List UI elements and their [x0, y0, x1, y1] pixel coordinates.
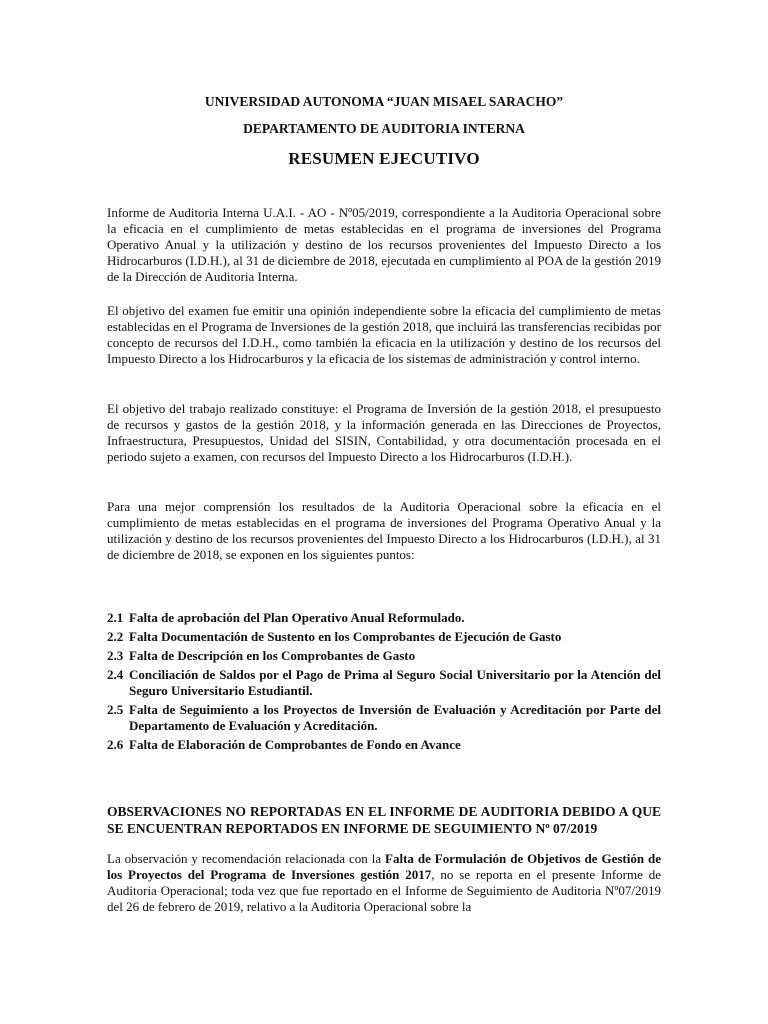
finding-item	[107, 702, 661, 734]
paragraph-scope: El objetivo del trabajo realizado constituye: el Programa de Inversión de la gestión 2018, el presupuesto de recursos y gastos de la gestión 2018, y la información generada en las Direcciones de Proyectos, Infraestructura, Presupuestos, Unidad del SISIN, Contabilidad, y otra documentación procesada en el periodo sujeto a examen, con recursos del Impuesto Directo a los Hidrocarburos (I.D.H.).	[107, 401, 661, 464]
department-name: DEPARTAMENTO DE AUDITORIA INTERNA	[243, 121, 525, 136]
finding-text: Falta Documentación de Sustento en los Comprobantes de Ejecución de Gasto	[129, 629, 562, 644]
observations-text-start: La observación y recomendación relacionada con la	[107, 851, 386, 866]
finding-number: 2.6	[107, 737, 124, 752]
finding-item	[107, 629, 661, 645]
observations-text-end: , no se reporta en el presente Informe de Auditoria Operacional; toda vez que fue reportado en el Informe de Seguimiento de Auditoria Nº07/2019 del 26 de febrero de 2019, relativo a la Auditoria Operacional sobre la	[107, 867, 661, 914]
finding-number: 2.1	[107, 610, 124, 625]
finding-item	[107, 667, 661, 699]
finding-text: Falta de Descripción en los Comprobantes de Gasto	[129, 648, 416, 663]
finding-text: Falta de Seguimiento a los Proyectos de Inversión de Evaluación y Acreditación por Parte del Departamento de Evaluación y Acreditación.	[129, 702, 661, 733]
finding-item	[107, 610, 661, 626]
findings-list	[107, 610, 661, 756]
finding-number: 2.5	[107, 702, 124, 717]
paragraph-results-intro: Para una mejor comprensión los resultados de la Auditoria Operacional sobre la eficacia en el cumplimiento de metas establecidas en el programa de inversiones del Programa Operativo Anual y la utilización y destino de los recursos provenientes del Impuesto Directo a los Hidrocarburos (I.D.H.), al 31 de diciembre de 2018, se exponen en los siguientes puntos:	[107, 499, 661, 562]
paragraph-observations	[107, 851, 661, 915]
finding-number: 2.2	[107, 629, 124, 644]
paragraph-objective: El objetivo del examen fue emitir una opinión independiente sobre la eficacia del cumplimiento de metas establecidas en el Programa de Inversiones de la gestión 2018, que incluirá las transferencias recibidas por concepto de recursos del I.D.H., como también la eficacia en la utilización y destino de los recursos del Impuesto Directo a los Hidrocarburos y la eficacia de los sistemas de administración y control interno.	[107, 303, 661, 366]
finding-text: Conciliación de Saldos por el Pago de Prima al Seguro Social Universitario por la Atención del Seguro Universitario Estudiantil.	[129, 667, 661, 698]
finding-text: Falta de Elaboración de Comprobantes de Fondo en Avance	[129, 737, 461, 752]
university-name: UNIVERSIDAD AUTONOMA “JUAN MISAEL SARACHO”	[204, 94, 564, 109]
finding-number: 2.4	[107, 667, 124, 682]
finding-item	[107, 737, 661, 753]
observations-text-bold: Falta de Formulación de Objetivos de Gestión de los Proyectos del Programa de Inversiones gestión 2017	[107, 851, 661, 882]
document-title: RESUMEN EJECUTIVO	[288, 149, 480, 168]
paragraph-intro: Informe de Auditoria Interna U.A.I. - AO - Nº05/2019, correspondiente a la Auditoria Operacional sobre la eficacia en el cumplimiento de metas establecidas en el programa de inversiones del Programa Operativo Anual y la utilización y destino de los recursos provenientes del Impuesto Directo a los Hidrocarburos (I.D.H.), al 31 de diciembre de 2018, ejecutada en cumplimiento al POA de la gestión 2019 de la Dirección de Auditoria Interna.	[107, 205, 661, 284]
observations-heading: OBSERVACIONES NO REPORTADAS EN EL INFORME DE AUDITORIA DEBIDO A QUE SE ENCUENTRAN REPORTADOS EN INFORME DE SEGUIMIENTO Nº 07/2019	[107, 804, 661, 836]
finding-item	[107, 648, 661, 664]
finding-text: Falta de aprobación del Plan Operativo Anual Reformulado.	[129, 610, 465, 625]
finding-number: 2.3	[107, 648, 124, 663]
